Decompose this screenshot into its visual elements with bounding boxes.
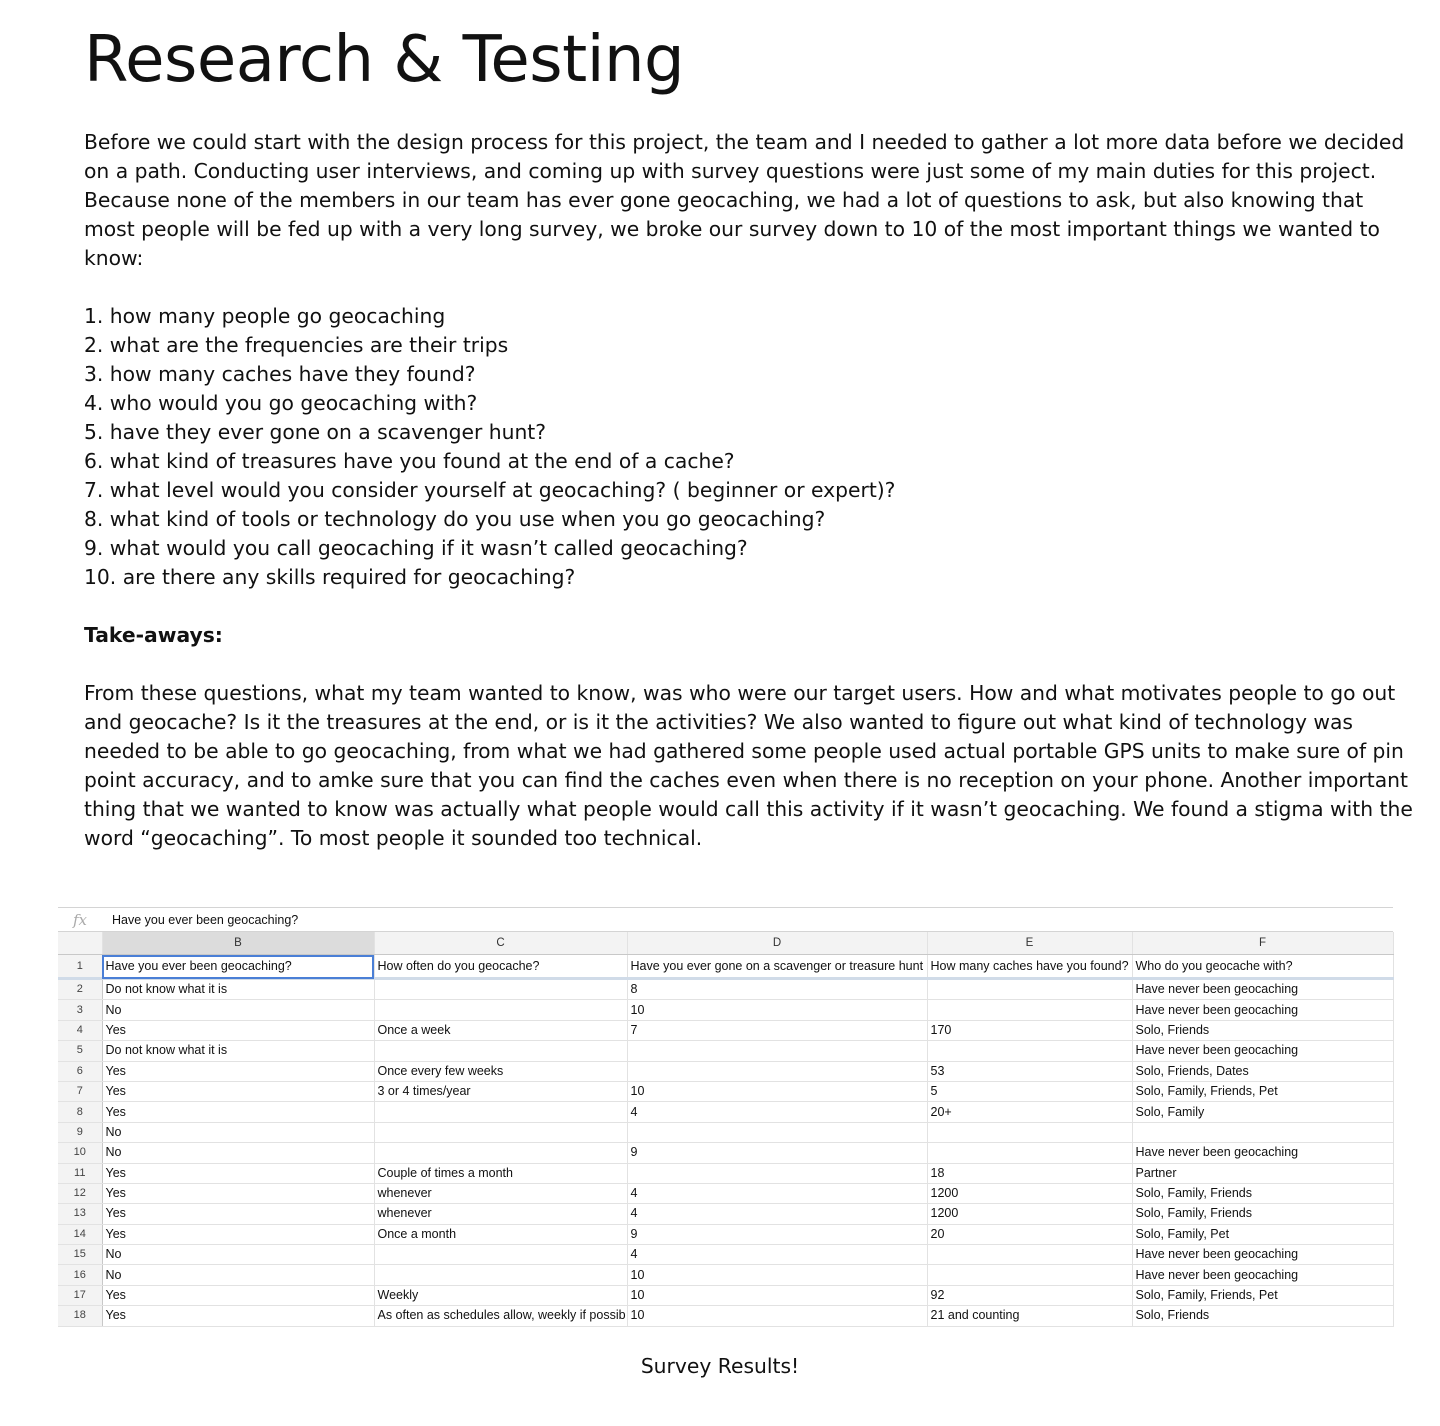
table-cell: 9 — [627, 1224, 927, 1244]
table-cell — [927, 979, 1132, 1000]
table-cell — [927, 1245, 1132, 1265]
question-item: 7. what level would you consider yourself at geocaching? ( beginner or expert)? — [84, 478, 896, 502]
table-cell: 8 — [627, 979, 927, 1000]
takeaways-heading: Take-aways: — [84, 623, 223, 647]
row-number: 13 — [58, 1204, 102, 1224]
table-cell — [927, 1265, 1132, 1285]
table-cell: 4 — [627, 1204, 927, 1224]
column-header: F — [1132, 932, 1393, 955]
survey-question-list — [84, 302, 1414, 592]
table-cell: Solo, Friends, Dates — [1132, 1061, 1393, 1081]
table-cell: Yes — [102, 1285, 374, 1305]
table-cell: Yes — [102, 1183, 374, 1203]
table-cell: 20 — [927, 1224, 1132, 1244]
figure-caption: Survey Results! — [640, 1354, 800, 1378]
question-item: 2. what are the frequencies are their trips — [84, 333, 509, 357]
table-cell: Have never been geocaching — [1132, 979, 1393, 1000]
table-cell: whenever — [374, 1204, 627, 1224]
table-cell: whenever — [374, 1183, 627, 1203]
table-cell — [374, 1245, 627, 1265]
row-number: 14 — [58, 1224, 102, 1244]
table-cell — [927, 1122, 1132, 1142]
table-cell: 20+ — [927, 1102, 1132, 1122]
column-header: C — [374, 932, 627, 955]
header-cell: How often do you geocache? — [374, 955, 627, 979]
table-cell: 5 — [927, 1081, 1132, 1101]
formula-text: Have you ever been geocaching? — [112, 912, 299, 927]
question-item: 5. have they ever gone on a scavenger hunt? — [84, 420, 547, 444]
table-cell: Have never been geocaching — [1132, 1265, 1393, 1285]
table-cell: Have never been geocaching — [1132, 1041, 1393, 1061]
intro-paragraph: Before we could start with the design process for this project, the team and I needed to gather a lot more data before we decided on a path. Conducting user interviews, and coming up with survey questions were just some of my main duties for this project. Because none of the members in our team has ever gone geocaching, we had a lot of questions to ask, but also knowing that most people will be fed up with a very long survey, we broke our survey down to 10 of the most important things we wanted to know: — [84, 130, 1405, 270]
table-cell: Yes — [102, 1204, 374, 1224]
row-number: 2 — [58, 979, 102, 1000]
table-cell: 170 — [927, 1020, 1132, 1040]
table-row — [58, 979, 1393, 1000]
table-cell: Solo, Friends — [1132, 1306, 1393, 1326]
table-cell: Solo, Family, Friends — [1132, 1204, 1393, 1224]
table-row — [58, 1204, 1393, 1224]
row-number: 9 — [58, 1122, 102, 1142]
table-cell: Do not know what it is — [102, 1041, 374, 1061]
table-cell — [1132, 1122, 1393, 1142]
table-cell: Couple of times a month — [374, 1163, 627, 1183]
table-row — [58, 1163, 1393, 1183]
table-row — [58, 1245, 1393, 1265]
table-cell: Yes — [102, 1224, 374, 1244]
table-row — [58, 1041, 1393, 1061]
table-cell: 18 — [927, 1163, 1132, 1183]
table-cell: Solo, Family, Pet — [1132, 1224, 1393, 1244]
header-cell: How many caches have you found? — [927, 955, 1132, 979]
article-body — [84, 128, 1414, 853]
table-cell: 10 — [627, 1265, 927, 1285]
row-number: 4 — [58, 1020, 102, 1040]
table-row — [58, 1020, 1393, 1040]
table-cell: Yes — [102, 1020, 374, 1040]
column-header: D — [627, 932, 927, 955]
table-cell — [927, 1000, 1132, 1020]
table-cell: Solo, Family, Friends, Pet — [1132, 1285, 1393, 1305]
table-cell — [627, 1061, 927, 1081]
table-row — [58, 1122, 1393, 1142]
table-cell — [374, 1143, 627, 1163]
survey-table — [58, 932, 1394, 1327]
table-cell: 10 — [627, 1285, 927, 1305]
column-header: B — [102, 932, 374, 955]
header-cell: Have you ever gone on a scavenger or treasure hunt — [627, 955, 927, 979]
table-cell: 3 or 4 times/year — [374, 1081, 627, 1101]
table-row — [58, 1102, 1393, 1122]
table-cell: Have never been geocaching — [1132, 1143, 1393, 1163]
table-cell: 10 — [627, 1081, 927, 1101]
table-cell: Once a week — [374, 1020, 627, 1040]
table-cell: Once a month — [374, 1224, 627, 1244]
table-cell: Do not know what it is — [102, 979, 374, 1000]
row-number: 16 — [58, 1265, 102, 1285]
table-cell: 1200 — [927, 1204, 1132, 1224]
table-cell: 7 — [627, 1020, 927, 1040]
row-number: 10 — [58, 1143, 102, 1163]
table-cell: Yes — [102, 1163, 374, 1183]
table-row — [58, 1306, 1393, 1326]
table-cell: Partner — [1132, 1163, 1393, 1183]
question-item: 6. what kind of treasures have you found at the end of a cache? — [84, 449, 735, 473]
row-number: 15 — [58, 1245, 102, 1265]
question-item: 8. what kind of tools or technology do you use when you go geocaching? — [84, 507, 826, 531]
table-cell: 21 and counting — [927, 1306, 1132, 1326]
table-header-row — [58, 955, 1393, 979]
header-cell: Have you ever been geocaching? — [102, 955, 374, 979]
table-cell — [374, 1041, 627, 1061]
table-cell: 4 — [627, 1102, 927, 1122]
table-cell: Solo, Family, Friends — [1132, 1183, 1393, 1203]
table-cell: As often as schedules allow, weekly if possib — [374, 1306, 627, 1326]
table-cell — [627, 1163, 927, 1183]
row-number: 7 — [58, 1081, 102, 1101]
question-item: 3. how many caches have they found? — [84, 362, 476, 386]
table-cell: 10 — [627, 1306, 927, 1326]
spreadsheet-screenshot — [58, 907, 1393, 1327]
row-number: 11 — [58, 1163, 102, 1183]
table-cell: Solo, Friends — [1132, 1020, 1393, 1040]
table-cell: 1200 — [927, 1183, 1132, 1203]
table-row — [58, 1183, 1393, 1203]
table-cell: No — [102, 1000, 374, 1020]
table-cell: Yes — [102, 1102, 374, 1122]
table-cell: 9 — [627, 1143, 927, 1163]
row-number: 5 — [58, 1041, 102, 1061]
column-header: E — [927, 932, 1132, 955]
table-row — [58, 1000, 1393, 1020]
formula-fx-icon: fx — [72, 910, 87, 929]
table-cell: No — [102, 1143, 374, 1163]
takeaways-paragraph: From these questions, what my team wanted to know, was who were our target users. How and what motivates people to go out and geocache? Is it the treasures at the end, or is it the activities? We also wanted to figure out what kind of technology was needed to be able to go geocaching, from what we had gathered some people used actual portable GPS units to make sure of pin point accuracy, and to amke sure that you can find the caches even when there is no reception on your phone. Another important thing that we wanted to know was actually what people would call this activity if it wasn’t geocaching. We found a stigma with the word “geocaching”. To most people it sounded too technical. — [84, 681, 1413, 850]
table-cell: 92 — [927, 1285, 1132, 1305]
table-cell: Have never been geocaching — [1132, 1000, 1393, 1020]
row-number: 3 — [58, 1000, 102, 1020]
row-number: 1 — [58, 955, 102, 979]
table-cell: Solo, Family, Friends, Pet — [1132, 1081, 1393, 1101]
table-cell — [374, 1122, 627, 1142]
column-header-row — [58, 932, 1393, 955]
table-row — [58, 1143, 1393, 1163]
table-cell — [927, 1041, 1132, 1061]
question-item: 1. how many people go geocaching — [84, 304, 446, 328]
table-cell: Have never been geocaching — [1132, 1245, 1393, 1265]
question-item: 4. who would you go geocaching with? — [84, 391, 478, 415]
corner-cell — [58, 932, 102, 955]
table-cell: 53 — [927, 1061, 1132, 1081]
row-number: 17 — [58, 1285, 102, 1305]
table-row — [58, 1224, 1393, 1244]
header-cell: Who do you geocache with? — [1132, 955, 1393, 979]
table-cell: Weekly — [374, 1285, 627, 1305]
table-cell: Solo, Family — [1132, 1102, 1393, 1122]
table-cell — [627, 1122, 927, 1142]
formula-bar — [58, 907, 1393, 932]
table-cell — [927, 1143, 1132, 1163]
table-cell: No — [102, 1245, 374, 1265]
page-title: Research & Testing — [84, 23, 685, 97]
row-number: 12 — [58, 1183, 102, 1203]
table-cell: 4 — [627, 1183, 927, 1203]
table-row — [58, 1265, 1393, 1285]
question-item: 9. what would you call geocaching if it wasn’t called geocaching? — [84, 536, 748, 560]
table-cell — [374, 1000, 627, 1020]
table-cell: No — [102, 1122, 374, 1142]
table-row — [58, 1081, 1393, 1101]
row-number: 18 — [58, 1306, 102, 1326]
table-cell — [374, 1265, 627, 1285]
table-cell: 4 — [627, 1245, 927, 1265]
table-cell: Once every few weeks — [374, 1061, 627, 1081]
question-item: 10. are there any skills required for geocaching? — [84, 565, 576, 589]
table-cell: Yes — [102, 1306, 374, 1326]
table-cell: Yes — [102, 1081, 374, 1101]
table-row — [58, 1061, 1393, 1081]
table-row — [58, 1285, 1393, 1305]
table-cell: No — [102, 1265, 374, 1285]
row-number: 6 — [58, 1061, 102, 1081]
table-cell — [374, 1102, 627, 1122]
table-cell: Yes — [102, 1061, 374, 1081]
row-number: 8 — [58, 1102, 102, 1122]
table-cell — [627, 1041, 927, 1061]
table-cell: 10 — [627, 1000, 927, 1020]
table-cell — [374, 979, 627, 1000]
